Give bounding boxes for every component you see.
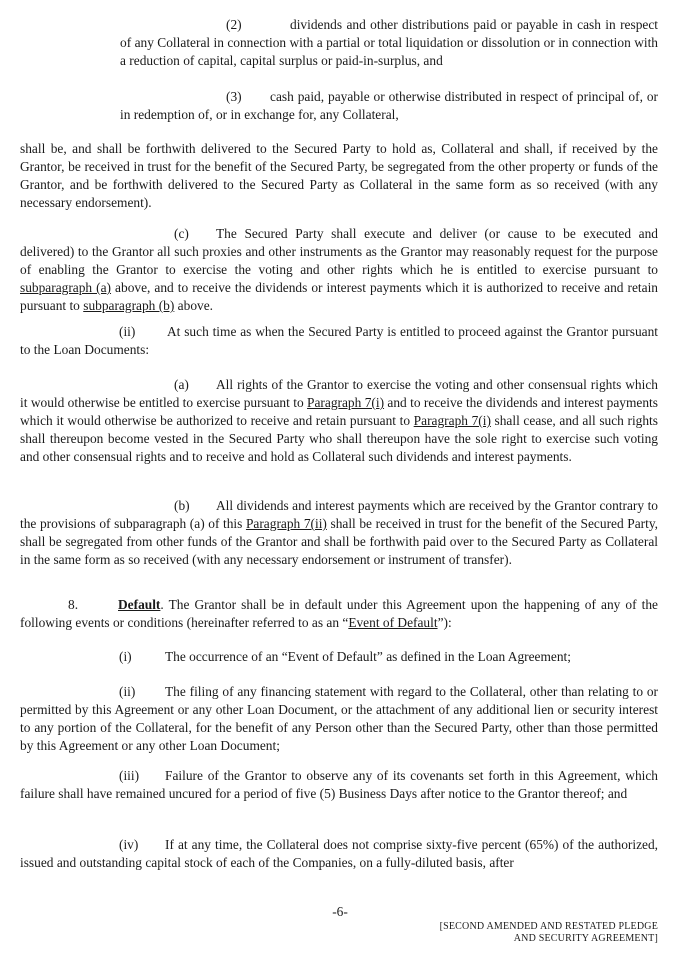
clause-text: cash paid, payable or otherwise distributed in respect of principal of, or in redemption of, or in exchange for, any Collateral, bbox=[120, 89, 658, 122]
default-item-iii bbox=[20, 767, 658, 803]
clause-text: above, and to receive the dividends or interest payments which it is authorized to receive and retain pursuant to bbox=[20, 280, 659, 313]
clause-number: (b) bbox=[174, 498, 190, 513]
clause-3 bbox=[120, 88, 658, 124]
section-8 bbox=[20, 596, 658, 632]
cross-reference: Paragraph 7(i) bbox=[307, 395, 385, 410]
section-text: ”): bbox=[437, 615, 452, 630]
clause-ii bbox=[20, 323, 658, 359]
page-number: -6- bbox=[332, 904, 348, 919]
clause-text: above. bbox=[174, 298, 213, 313]
document-footer bbox=[338, 921, 658, 945]
section-number: 8. bbox=[68, 597, 79, 612]
clause-number: (iv) bbox=[119, 837, 139, 852]
clause-number: (3) bbox=[226, 89, 242, 104]
clause-b bbox=[20, 497, 658, 569]
cross-reference: Paragraph 7(ii) bbox=[245, 516, 327, 531]
clause-text: shall cease, and all such rights shall thereupon become vested in the Secured Party who shall thereupon have the sole right to exercise such voting and other consensual rights and to receive and hold as Collateral such dividends and interest payments. bbox=[20, 413, 658, 464]
clause-text: All rights of the Grantor to exercise the voting and other consensual rights which it would otherwise be entitled to exercise pursuant to bbox=[20, 377, 658, 410]
cross-reference: Paragraph 7(i) bbox=[413, 413, 491, 428]
clause-text: Failure of the Grantor to observe any of its covenants set forth in this Agreement, which failure shall have remained uncured for a period of five (5) Business Days after notice to the Grantor thereof; and bbox=[20, 768, 658, 801]
clause-text: The occurrence of an “Event of Default” as defined in the Loan Agreement; bbox=[165, 649, 571, 664]
clause-number: (iii) bbox=[119, 768, 140, 783]
footer-line-1: [SECOND AMENDED AND RESTATED PLEDGE bbox=[439, 921, 658, 932]
clause-number: (2) bbox=[226, 17, 242, 32]
clause-number: (c) bbox=[174, 226, 189, 241]
clause-text: All dividends and interest payments which are received by the Grantor contrary to the provisions of subparagraph (a) of this bbox=[20, 498, 658, 531]
section-heading: Default bbox=[118, 597, 161, 612]
continuation-paragraph bbox=[20, 140, 658, 212]
clause-text: dividends and other distributions paid or payable in cash in respect of any Collateral in connection with a partial or total liquidation or dissolution or in connection with a reduction of capital, capital surplus or paid-in-surplus, and bbox=[120, 17, 658, 68]
section-text: . The Grantor shall be in default under this Agreement upon the happening of any of the following events or conditions (hereinafter referred to as an “ bbox=[20, 597, 658, 630]
clause-2 bbox=[120, 16, 658, 70]
clause-number: (i) bbox=[119, 649, 132, 664]
clause-number: (a) bbox=[174, 377, 189, 392]
default-item-i bbox=[20, 648, 658, 666]
clause-text: At such time as when the Secured Party is entitled to proceed against the Grantor pursuant to the Loan Documents: bbox=[20, 324, 658, 357]
clause-number: (ii) bbox=[119, 324, 136, 339]
clause-text: and to receive the dividends and interest payments which it would otherwise be authorized to receive and retain pursuant to bbox=[20, 395, 658, 428]
cross-reference: subparagraph (a) bbox=[20, 280, 112, 295]
footer-line-2: AND SECURITY AGREEMENT] bbox=[513, 933, 658, 944]
defined-term: Event of Default bbox=[348, 615, 438, 630]
clause-text: The Secured Party shall execute and deliver (or cause to be executed and delivered) to the Grantor all such proxies and other instruments as the Grantor may reasonably request for the purpose of enabling the Grantor to exercise the voting and other rights which he is entitled to exercise pursuant to bbox=[20, 226, 658, 277]
clause-a bbox=[20, 376, 658, 466]
cross-reference: subparagraph (b) bbox=[83, 298, 175, 313]
clause-text: The filing of any financing statement with regard to the Collateral, other than relating to or permitted by this Agreement or any other Loan Document, or the attachment of any additional lien or security interest to any portion of the Collateral, for the benefit of any Person other than the Secured Party, other than those permitted by this Agreement or any other Loan Document; bbox=[20, 684, 658, 753]
clause-c bbox=[20, 225, 658, 315]
clause-text: If at any time, the Collateral does not comprise sixty-five percent (65%) of the authorized, issued and outstanding capital stock of each of the Companies, on a fully-diluted basis, after bbox=[20, 837, 658, 870]
paragraph-text: shall be, and shall be forthwith delivered to the Secured Party to hold as, Collateral and shall, if received by the Grantor, be received in trust for the benefit of the Secured Party, be segregated from the other property or funds of the Grantor, and be forthwith delivered to the Secured Party as Collateral in the same form as so received (with any necessary endorsement). bbox=[20, 141, 658, 210]
default-item-iv bbox=[20, 836, 658, 872]
default-item-ii bbox=[20, 683, 658, 755]
clause-text: shall be received in trust for the benefit of the Secured Party, shall be segregated from other funds of the Grantor and shall be forthwith paid over to the Secured Party as Collateral in the same form as so received (with any necessary endorsement or instrument of transfer). bbox=[20, 516, 659, 567]
clause-number: (ii) bbox=[119, 684, 136, 699]
